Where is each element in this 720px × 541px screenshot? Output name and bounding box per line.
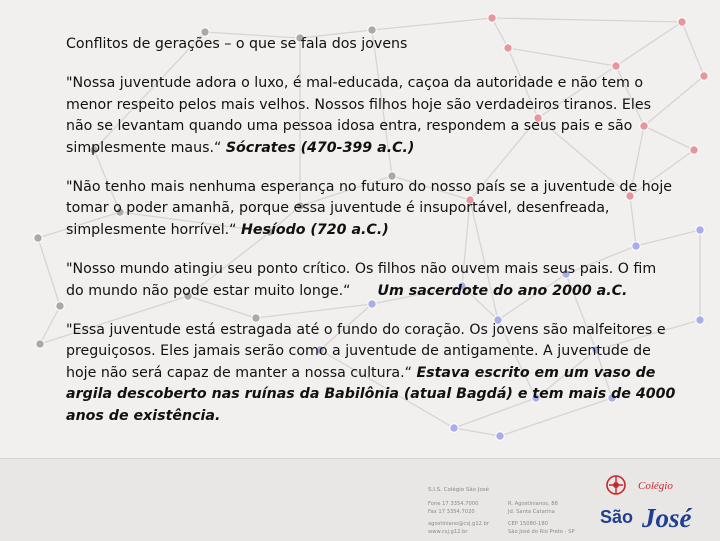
- footer-cep: CEP 15080-180: [508, 521, 548, 527]
- logo-emblem-icon: [607, 476, 625, 494]
- quote-attribution: Estava escrito em um vaso de argila descoberto nas ruínas da Babilônia (atual Bagdá) e tem mais de 4000 anos de existência.: [66, 364, 676, 424]
- quote-babilonia: [66, 320, 678, 427]
- network-node: [488, 14, 496, 22]
- logo-small-text: Colégio: [638, 480, 673, 492]
- slide-content: [66, 34, 678, 445]
- network-edge: [682, 22, 704, 76]
- quote-hesiodo: [66, 177, 678, 241]
- quote-attribution: Sócrates (470-399 a.C.): [225, 139, 415, 156]
- slide-title: Conflitos de gerações – o que se fala dos jovens: [66, 36, 408, 52]
- network-node: [36, 340, 44, 348]
- quote-text: "Não tenho mais nenhuma esperança no futuro do nosso país se a juventude de hoje tomar o poder amanhã, porque essa juventude é insuportável, desenfreada, simplesmente horrível.“: [66, 179, 673, 238]
- school-logo: [598, 463, 708, 539]
- quote-attribution: Um sacerdote do ano 2000 a.C.: [377, 282, 628, 299]
- quote-socrates: [66, 73, 678, 159]
- quote-text: "Nosso mundo atingiu seu ponto crítico. Os filhos não ouvem mais seus pais. O fim do mundo não pode estar muito longe.“: [66, 261, 661, 299]
- logo-main-text-1: São: [600, 507, 634, 527]
- network-node: [56, 302, 64, 310]
- footer-city: [508, 521, 575, 536]
- logo-main-text-2: José: [642, 503, 692, 533]
- network-node: [34, 234, 42, 242]
- network-node: [678, 18, 686, 26]
- footer-phone: Fone 17 3354.7000: [428, 501, 479, 507]
- footer-contact: [428, 521, 489, 536]
- footer-district: Jd. Santa Catarina: [508, 508, 555, 515]
- network-node: [690, 146, 698, 154]
- quote-sacerdote: [66, 259, 678, 302]
- footer: [0, 458, 720, 541]
- footer-fax: Fax 17 3354.7020: [428, 508, 475, 515]
- quote-text: "Essa juventude está estragada até o fundo do coração. Os jovens são malfeitores e preguiçosos. Eles jamais serão como a juventude de antigamente. A juventude de hoje não será capaz de manter a nossa cultura.“: [66, 322, 666, 381]
- footer-address: [508, 501, 558, 516]
- footer-phones: [428, 501, 478, 516]
- quote-attribution: Hesíodo (720 a.C.): [241, 221, 389, 238]
- footer-website[interactable]: www.csj.g12.br: [428, 528, 468, 535]
- network-node: [696, 226, 704, 234]
- footer-street: R. Agostinianos, 88: [508, 501, 558, 507]
- network-node: [696, 316, 704, 324]
- network-edge: [38, 238, 60, 306]
- network-edge: [492, 18, 682, 22]
- footer-school-name: S.I.S. Colégio São José: [428, 487, 490, 493]
- network-node: [368, 26, 376, 34]
- quote-text: "Nossa juventude adora o luxo, é mal-educada, caçoa da autoridade e não tem o menor respeito pelos mais velhos. Nossos filhos hoje são verdadeiros tiranos. Eles não se levantam quando uma pessoa idosa entra, respondem a seus pais e são simplesmente maus.“: [66, 75, 651, 156]
- footer-email[interactable]: agostiniano@csj.g12.br: [428, 521, 489, 527]
- footer-city-name: São José do Rio Preto - SP: [508, 528, 575, 535]
- network-edge: [372, 18, 492, 30]
- network-node: [700, 72, 708, 80]
